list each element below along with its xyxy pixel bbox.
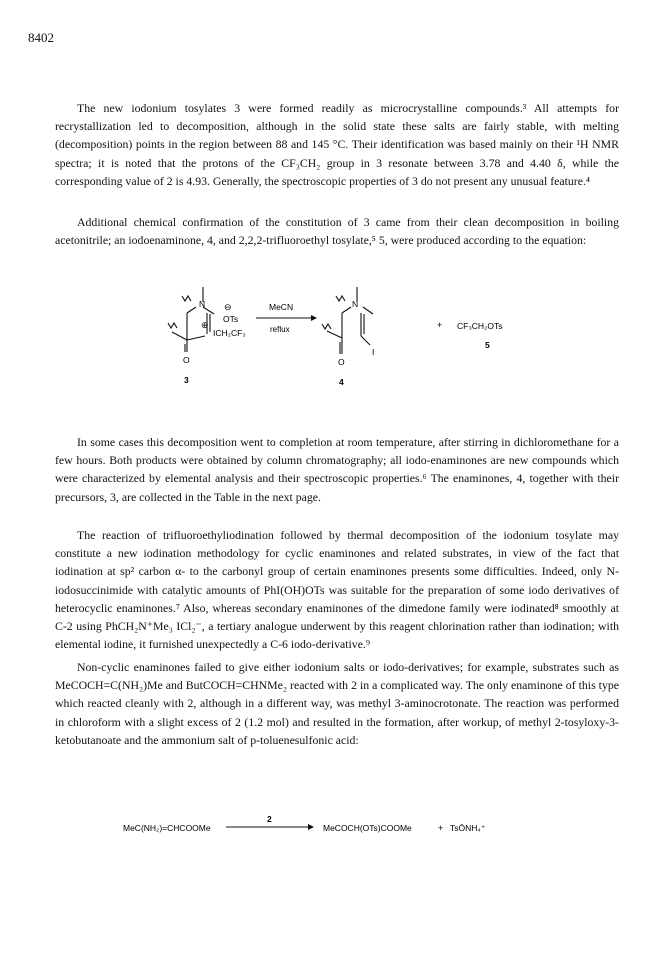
paragraph-4 — [55, 526, 619, 653]
paragraph-1 — [55, 99, 619, 190]
scheme1-right-oxygen: O — [338, 357, 345, 367]
scheme1-right-n: N — [352, 299, 359, 309]
scheme2-product: MeCOCH(OTs)COOMe — [323, 823, 412, 833]
scheme1-minus-charge: ⊖ — [224, 302, 232, 312]
scheme1-byproduct: CF₃CH₂OTs — [457, 321, 503, 331]
paragraph-5 — [55, 658, 619, 749]
scheme2-reagent: 2 — [267, 814, 272, 824]
scheme1-iodine: I — [372, 347, 375, 357]
scheme1-substituent: ICH₂CF₃ — [213, 328, 246, 338]
scheme1-left-oxygen: O — [183, 355, 190, 365]
scheme1-plus: + — [437, 320, 443, 330]
paragraph-1-text: The new iodonium tosylates 3 were formed readily as microcrystalline compounds.³ All attempts for recrystallization led to decomposition, although in the solid state these salts are fairly stable, with melting (decomposition) points in the region between 88 and 145 °C. Their identification was based mainly on their ¹H NMR spectra; it is noted that the protons of the CF₃CH₂ group in 3 resonate between 3.78 and 4.40 δ, while the corresponding value of 2 is 4.93. Generally, the spectroscopic properties of 3 do not present any unusual feature.⁴ — [55, 101, 619, 188]
scheme2-plus: + — [438, 823, 444, 833]
scheme1-left-n: N — [199, 299, 206, 309]
paragraph-2 — [55, 213, 619, 249]
compound-number-4: 4 — [339, 377, 344, 387]
scheme2-reactant: MeC(NH₂)=CHCOOMe — [123, 823, 211, 833]
paragraph-5-text: Non-cyclic enaminones failed to give either iodonium salts or iodo-derivatives; for example, substrates such as MeCOCH=C(NH₂)Me and ButCOCH=CHNMe₂ reacted with 2 in a complicated way. The only enaminone of this type which reacted cleanly with 2, although in a different way, was methyl 3-aminocrotonate. The reaction was performed in chloroform with a slight excess of 2 (1.2 mol) and resulted in the formation, after workup, of methyl 2-tosyloxy-3-ketobutanoate and the ammonium salt of p-toluenesulfonic acid: — [55, 660, 619, 747]
scheme2-salt: TsŌNH₄⁺ — [450, 823, 486, 833]
scheme1-counterion: OTs — [223, 314, 239, 324]
scheme1-plus-charge: ⊕ — [201, 320, 209, 330]
paragraph-2-text: Additional chemical confirmation of the constitution of 3 came from their clean decomposition in boiling acetonitrile; an iodoenaminone, 4, and 2,2,2-trifluoroethyl tosylate,⁵ 5, were produced according to the equation: — [55, 215, 619, 248]
reaction-scheme-1 — [0, 276, 663, 426]
page-number: 8402 — [28, 30, 54, 45]
paragraph-3 — [55, 433, 619, 506]
compound-number-3: 3 — [184, 375, 189, 385]
compound-number-5: 5 — [485, 340, 490, 350]
scheme1-reagent-below: reflux — [270, 325, 290, 334]
scheme1-reagent-above: MeCN — [269, 302, 294, 312]
paragraph-4-text: The reaction of trifluoroethyliodination followed by thermal decomposition of the iodonium tosylate may constitute a new iodination methodology for cyclic enaminones and related substrates, in view of the fact that iodination at sp² carbon α- to the carbonyl group of certain enaminones presents some difficulties. Indeed, only N-iodosuccinimide with catalytic amounts of PhI(OH)OTs was suitable for the preparation of some iodo derivatives of heterocyclic enaminones.⁷ Also, whereas secondary enaminones of the dimedone family were iodinated⁸ smoothly at C-2 using PhCH₂N⁺Me₃ ICl₂⁻, a tertiary analogue underwent by this reagent chlorination rather than iodination; with elemental iodine, it furnished unexpectedly a C-6 iodo-derivative.⁹ — [55, 528, 619, 652]
reaction-equation-2 — [0, 804, 663, 854]
paragraph-3-text: In some cases this decomposition went to completion at room temperature, after stirring in dichloromethane for a few hours. Both products were obtained by column chromatography; all iodo-enaminones are new compounds which were characterized by elemental analysis and their spectroscopic properties.⁶ The enaminones, 4, together with their precursors, 3, are collected in the Table in the next page. — [55, 435, 619, 504]
